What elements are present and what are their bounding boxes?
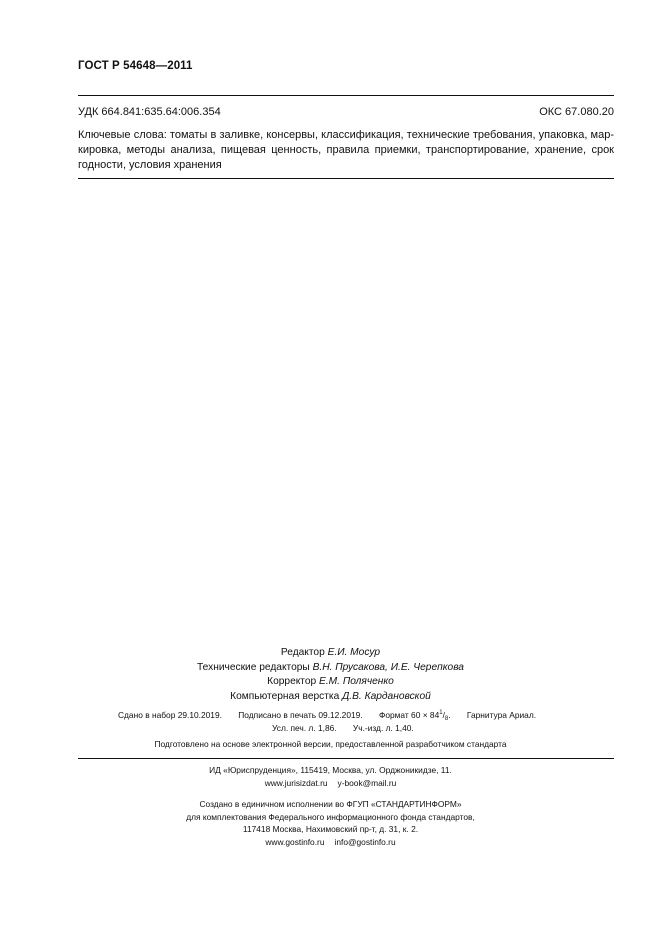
editor-line bbox=[0, 646, 661, 661]
typeface: Гарнитура Ариал. bbox=[466, 710, 537, 720]
prepared-note: Подготовлено на основе электронной версии, предоставленной разработчиком стандарта bbox=[154, 739, 507, 749]
publisher-sheets: Уч.-изд. л. 1,40. bbox=[352, 723, 414, 733]
header-divider bbox=[78, 95, 614, 96]
layout-label: Компьютерная верстка bbox=[230, 690, 340, 702]
publisher-contacts bbox=[0, 777, 661, 790]
creator-block bbox=[0, 798, 661, 848]
keywords-paragraph: Ключевые слова: томаты в заливке, консервы, классификация, технические требования, упаковка, мар-кировка, методы анализа, пищевая ценность, правила приемки, транспортирование, хранение, срок годности, условия хранения bbox=[78, 129, 614, 171]
publication-details bbox=[118, 710, 550, 722]
publisher-email-link[interactable]: y-book@mail.ru bbox=[337, 777, 397, 788]
editor-label: Редактор bbox=[280, 647, 325, 658]
created-line-2: для комплектования Федерального информационного фонда стандартов, bbox=[186, 811, 475, 822]
editor-name: Е.И. Мосур bbox=[327, 647, 381, 658]
print-sheets: Усл. печ. л. 1,86. bbox=[272, 723, 337, 733]
gostinfo-email-link[interactable]: info@gostinfo.ru bbox=[334, 836, 396, 847]
corrector-line bbox=[0, 675, 661, 690]
tech-editors-line bbox=[0, 661, 661, 676]
signed-date: Подписано в печать 09.12.2019. bbox=[238, 710, 363, 720]
creator-contacts bbox=[0, 836, 661, 849]
publisher-address: ИД «Юриспруденция», 115419, Москва, ул. Орджоникидзе, 11. bbox=[209, 765, 452, 775]
tech-editors-names: В.Н. Прусакова, И.Е. Черепкова bbox=[312, 661, 464, 673]
corrector-name: Е.М. Поляченко bbox=[319, 676, 394, 687]
document-id: ГОСТ Р 54648—2011 bbox=[78, 60, 193, 72]
oks-code: ОКС 67.080.20 bbox=[539, 106, 614, 118]
gostinfo-site-link[interactable]: www.gostinfo.ru bbox=[265, 836, 325, 847]
udk-code: УДК 664.841:635.64:006.354 bbox=[78, 106, 221, 118]
publisher-block bbox=[0, 764, 661, 789]
editorial-credits bbox=[0, 646, 661, 704]
created-line-1: Создано в единичном исполнении во ФГУП «СТАНДАРТИНФОРМ» bbox=[199, 799, 462, 809]
layout-line bbox=[0, 690, 661, 705]
paper-format: Формат $60 \times 84^1/_8$. bbox=[378, 710, 451, 722]
keywords-divider bbox=[78, 178, 614, 179]
submitted-date: Сдано в набор 29.10.2019. bbox=[118, 710, 222, 720]
publisher-site-link[interactable]: www.jurisizdat.ru bbox=[264, 777, 328, 788]
tech-editors-label: Технические редакторы bbox=[197, 661, 310, 673]
layout-name: Д.В. Кардановской bbox=[342, 690, 431, 702]
sheet-counts bbox=[272, 723, 428, 733]
footer-divider bbox=[78, 758, 614, 759]
created-line-3: 117418 Москва, Нахимовский пр-т, д. 31, к. 2. bbox=[242, 824, 419, 834]
corrector-label: Корректор bbox=[267, 676, 317, 687]
